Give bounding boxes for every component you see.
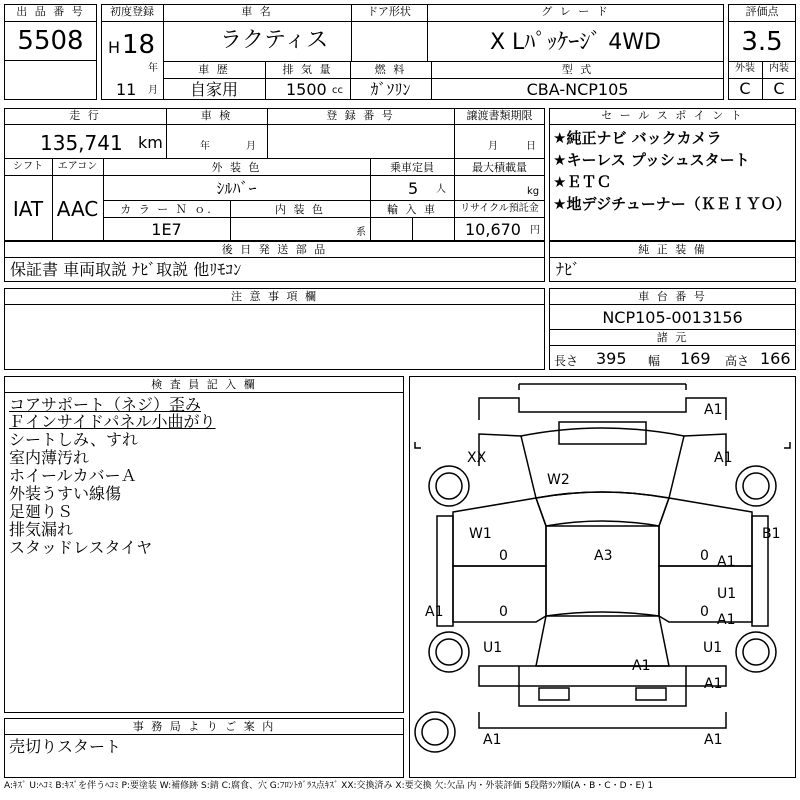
lot-number: 5508	[17, 26, 84, 56]
inspector-note: 排気漏れ	[9, 520, 74, 539]
inspector-note: 外装うすい線傷	[9, 484, 122, 503]
yen-unit: 円	[530, 225, 540, 236]
damage-mark: U1	[717, 586, 737, 602]
length-label: 長さ	[554, 354, 579, 368]
shift: IAT	[12, 197, 44, 221]
sales-point-item: ★地デジチューナー（ＫＥＩＹＯ）	[553, 195, 791, 213]
aircon: AAC	[56, 197, 99, 221]
capacity-header: 乗車定員	[390, 161, 434, 174]
inspection-month-unit: 月	[246, 141, 256, 152]
top-bracket	[519, 384, 686, 390]
left-front-wheel	[429, 466, 469, 506]
width: 169	[680, 349, 711, 368]
damage-mark: A1	[714, 450, 733, 466]
car-damage-diagram	[409, 376, 796, 778]
lot-number-header: 出 品 番 号	[16, 5, 85, 18]
max-load-header: 最大積載量	[472, 161, 527, 174]
km-unit: km	[138, 133, 163, 152]
inspection-header: 車 検	[200, 109, 233, 122]
damage-mark: W2	[547, 472, 570, 488]
damage-mark: 0	[499, 548, 508, 564]
genuine-equipment-header: 純 正 装 備	[638, 243, 707, 256]
year-unit: 年	[148, 63, 158, 74]
right-rear-wheel	[736, 632, 776, 672]
chassis-number-header: 車 台 番 号	[638, 290, 707, 303]
genuine-equipment: ﾅﾋﾞ	[556, 260, 581, 279]
door-header: ドア形状	[367, 5, 411, 18]
registration-month: 11	[116, 80, 137, 99]
damage-mark: A1	[717, 612, 736, 628]
damage-mark: A1	[483, 732, 502, 748]
inspector-note: Ｆインサイドパネル小曲がり	[9, 412, 216, 431]
spare-wheel	[415, 712, 455, 752]
tail-lamp-right	[636, 688, 666, 700]
transfer-day-unit: 日	[526, 141, 536, 152]
overall-score: 3.5	[741, 27, 783, 57]
front-bumper	[479, 398, 726, 420]
sales-points-header: セ ー ル ス ポ イ ン ト	[601, 109, 744, 122]
damage-mark: 0	[499, 604, 508, 620]
damage-mark: A1	[425, 604, 444, 620]
damage-mark: U1	[703, 640, 723, 656]
damage-mark: A1	[704, 732, 723, 748]
inspector-note: ホイールカバーＡ	[9, 466, 137, 485]
length: 395	[596, 349, 627, 368]
grade: X Lﾊﾟｯｹｰｼﾞ 4WD	[489, 30, 661, 55]
height-label: 高さ	[725, 354, 750, 368]
cautions-header: 注 意 事 項 欄	[231, 290, 318, 303]
sales-point-item: ★純正ナビ バックカメラ	[553, 129, 722, 147]
grade-header: グ レ ー ド	[541, 5, 610, 18]
color-number-header: カ ラ ー Ｎ ｏ.	[120, 203, 213, 216]
recycle-header: リサイクル預託金	[460, 203, 539, 214]
damage-mark: 0	[700, 548, 709, 564]
aircon-header: エアコン	[57, 161, 98, 172]
registration-year: 18	[122, 30, 156, 60]
interior-header: 内装	[769, 63, 789, 74]
capacity: 5	[408, 179, 419, 198]
windshield	[536, 492, 669, 526]
model-code: CBA-NCP105	[526, 80, 629, 99]
exterior-score: C	[739, 79, 751, 98]
model-header: 型 式	[561, 63, 594, 76]
capacity-unit: 人	[436, 184, 446, 195]
transfer-period-header: 譲渡書類期限	[466, 109, 533, 122]
front-fenders	[479, 434, 726, 466]
left-rear-wheel	[429, 632, 469, 672]
transfer-month-unit: 月	[488, 141, 498, 152]
inspector-note: 室内薄汚れ	[9, 448, 90, 467]
score-header: 評価点	[745, 5, 779, 18]
history-header: 車 歴	[198, 63, 230, 76]
color-number: 1E7	[151, 220, 182, 239]
recycle-deposit: 10,670	[465, 220, 521, 239]
rear-quarter	[479, 666, 726, 686]
width-label: 幅	[648, 354, 661, 368]
inspector-note: スタッドレスタイヤ	[9, 538, 153, 557]
damage-mark: XX	[467, 450, 487, 466]
interior-color-unit: 系	[356, 227, 366, 238]
first-registration-header: 初度登録	[110, 5, 154, 18]
mileage-header: 走 行	[69, 109, 101, 122]
sales-point-item: ★ＥＴＣ	[553, 173, 612, 191]
right-front-wheel	[736, 466, 776, 506]
displacement: 1500	[286, 80, 327, 99]
fuel-header: 燃 料	[374, 63, 407, 76]
inspector-note: コアサポート（ネジ）歪み	[9, 395, 202, 414]
tail-lamp-left	[539, 688, 569, 700]
damage-mark: A1	[704, 402, 723, 418]
damage-mark: A1	[632, 658, 651, 674]
damage-mark: 0	[700, 604, 709, 620]
damage-mark: W1	[469, 526, 492, 542]
grille	[559, 422, 646, 444]
shift-header: シフト	[13, 161, 43, 172]
era-label: H	[108, 38, 121, 57]
interior-score: C	[773, 79, 785, 98]
chassis-number: NCP105-0013156	[602, 308, 743, 327]
car-name-header: 車 名	[241, 5, 273, 18]
specs-header: 諸 元	[656, 331, 689, 344]
rear-bumper	[479, 712, 726, 728]
damage-mark: U1	[483, 640, 503, 656]
sales-point-item: ★キーレス プッシュスタート	[553, 151, 750, 169]
office-notice-header: 事 務 局 よ り ご 案 内	[132, 720, 276, 733]
interior-color-header: 内 装 色	[275, 203, 325, 216]
mileage: 135,741	[40, 131, 123, 155]
inspector-notes-header: 検 査 員 記 入 欄	[151, 378, 257, 391]
inspection-year-unit: 年	[200, 141, 210, 152]
later-parts-header: 後 日 発 送 部 品	[221, 243, 328, 256]
exterior-header: 外装	[735, 63, 755, 74]
exterior-color: ｼﾙﾊﾞｰ	[216, 179, 257, 198]
registration-number-header: 登 録 番 号	[326, 109, 395, 122]
roof	[546, 526, 659, 616]
side-brackets	[415, 442, 790, 448]
inspector-note: シートしみ、すれ	[9, 430, 138, 449]
displacement-header: 排 気 量	[282, 63, 333, 76]
office-notice: 売切りスタート	[9, 737, 122, 756]
damage-mark: A3	[594, 548, 613, 564]
damage-mark: A1	[717, 554, 736, 570]
damage-mark: B1	[762, 526, 781, 542]
fuel: ｶﾞｿﾘﾝ	[370, 80, 411, 99]
history: 自家用	[189, 80, 238, 99]
legend-text: A:ｷｽﾞ U:ﾍｺﾐ B:ｷｽﾞを伴うﾍｺﾐ P:要塗装 W:補修跡 S:錆 C:腐食、穴 G:ﾌﾛﾝﾄｶﾞﾗｽ点ｷｽﾞ XX:交換済み X:要交換 欠:欠品 内・外装評価 5段階ﾗﾝｸ順(A・B・C・D・E) 1	[4, 781, 654, 791]
exterior-color-header: 外 装 色	[211, 161, 262, 174]
month-unit: 月	[148, 85, 158, 96]
cc-unit: cc	[332, 85, 343, 96]
car-name: ラクティス	[220, 28, 329, 53]
import-header: 輸 入 車	[387, 203, 437, 216]
hood	[521, 428, 684, 498]
kg-unit: kg	[527, 186, 540, 197]
height: 166	[760, 349, 791, 368]
later-parts: 保証書 車両取説 ﾅﾋﾞ取説 他ﾘﾓｺﾝ	[10, 260, 242, 279]
damage-mark: A1	[704, 676, 723, 692]
inspector-note: 足廻りＳ	[9, 502, 74, 521]
